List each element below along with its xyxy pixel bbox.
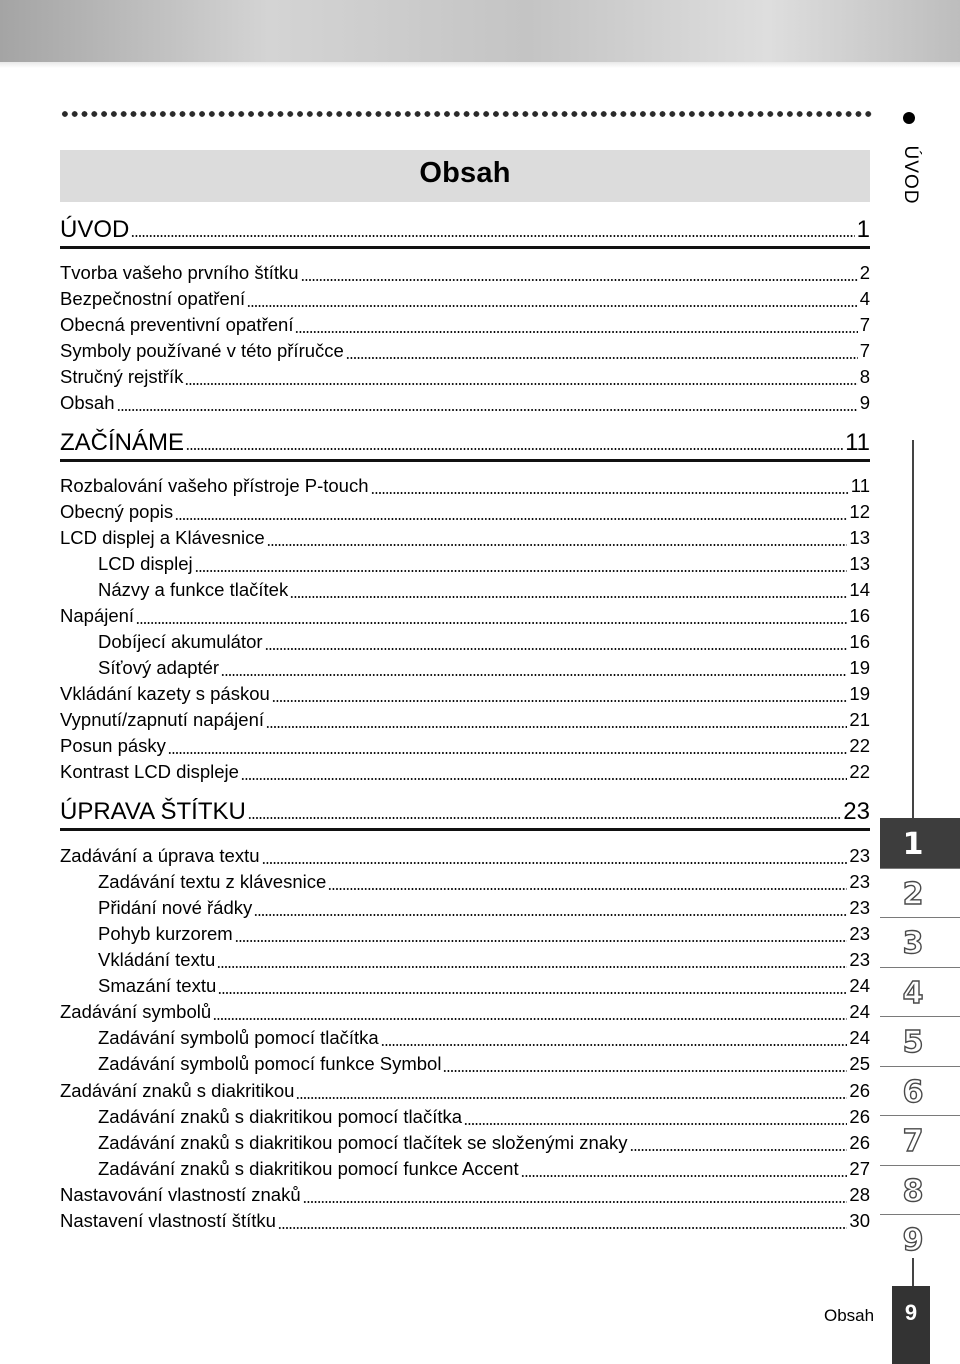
toc-dot-leader — [303, 1200, 848, 1204]
toc-entry-row[interactable] — [60, 605, 870, 629]
toc-page-number: 11 — [850, 475, 870, 496]
toc-entry-label: Obsah — [60, 392, 115, 413]
toc-dot-leader — [195, 569, 848, 573]
toc-entry-label: ZAČÍNÁME — [60, 429, 185, 456]
toc-entry-label: Obecná preventivní opatření — [60, 314, 294, 335]
toc-dot-leader — [272, 699, 848, 703]
chapter-tab-5[interactable] — [880, 1016, 960, 1066]
toc-dot-leader — [117, 408, 858, 412]
toc-entry-row[interactable] — [60, 340, 870, 364]
toc-entry-row[interactable] — [60, 871, 870, 895]
toc-dot-leader — [328, 887, 847, 891]
toc-page-number: 21 — [849, 709, 870, 730]
toc-entry-row[interactable] — [60, 1184, 870, 1208]
toc-entry-row[interactable] — [60, 1106, 870, 1130]
page-number: 9 — [904, 1300, 918, 1325]
side-vertical-rule — [912, 440, 914, 818]
toc-entry-row[interactable] — [60, 288, 870, 312]
dotted-divider — [60, 110, 872, 118]
toc-entry-row[interactable] — [60, 1080, 870, 1104]
toc-entry-label: Tvorba vašeho prvního štítku — [60, 262, 299, 283]
toc-entry-row[interactable] — [60, 314, 870, 338]
toc-entry-row[interactable] — [60, 975, 870, 999]
toc-page-number: 19 — [849, 683, 870, 704]
toc-entry-label: Pohyb kurzorem — [98, 923, 233, 944]
chapter-tab-7[interactable] — [880, 1115, 960, 1165]
toc-entry-label: Zadávání a úprava textu — [60, 845, 260, 866]
toc-entry-label: Kontrast LCD displeje — [60, 761, 239, 782]
toc-entry-label: Zadávání symbolů — [60, 1001, 212, 1022]
toc-dot-leader — [346, 356, 858, 360]
toc-entry-row[interactable] — [60, 1001, 870, 1025]
toc-page-number: 16 — [849, 631, 870, 652]
toc-dot-leader — [371, 491, 849, 495]
toc-page-number: 19 — [849, 657, 870, 678]
chapter-tab-2[interactable] — [880, 868, 960, 918]
toc-entry-label: LCD displej a Klávesnice — [60, 527, 265, 548]
toc-entry-label: Zadávání znaků s diakritikou pomocí tlačítka — [98, 1106, 463, 1127]
side-section-label — [898, 112, 922, 222]
toc-entry-label: Vypnutí/zapnutí napájení — [60, 709, 264, 730]
toc-dot-leader — [254, 913, 847, 917]
toc-entry-label: Symboly používané v této příručce — [60, 340, 344, 361]
toc-page-number: 7 — [859, 314, 870, 335]
toc-entry-row[interactable] — [60, 709, 870, 733]
toc-page-number: 9 — [859, 392, 870, 413]
toc-page-number: 16 — [849, 605, 870, 626]
toc-dot-leader — [221, 673, 847, 677]
chapter-tab-1[interactable] — [880, 818, 960, 868]
toc-page-number: 1 — [856, 216, 870, 243]
chapter-tab-3[interactable] — [880, 917, 960, 967]
toc-entry-label: LCD displej — [98, 553, 193, 574]
toc-page-number: 7 — [859, 340, 870, 361]
toc-page-number: 23 — [849, 871, 870, 892]
page-number-box — [892, 1286, 930, 1364]
toc-entry-label: Zadávání symbolů pomocí funkce Symbol — [98, 1053, 442, 1074]
toc-page-number: 27 — [849, 1158, 870, 1179]
toc-dot-leader — [381, 1043, 848, 1047]
toc-entry-row[interactable] — [60, 579, 870, 603]
toc-dot-leader — [464, 1122, 847, 1126]
toc-dot-leader — [278, 1226, 847, 1230]
toc-entry-label: Zadávání znaků s diakritikou pomocí tlačítek se složenými znaky — [98, 1132, 628, 1153]
toc-entry-row[interactable] — [60, 392, 870, 416]
toc-entry-row[interactable] — [60, 949, 870, 973]
toc-entry-label: Zadávání symbolů pomocí tlačítka — [98, 1027, 379, 1048]
chapter-tab-number: 5 — [902, 1025, 924, 1060]
section-rule — [60, 246, 870, 249]
toc-dot-leader — [186, 447, 843, 451]
chapter-tab-4[interactable] — [880, 967, 960, 1017]
chapter-tab-number: 2 — [902, 876, 924, 912]
chapter-tab-number: 6 — [902, 1074, 924, 1110]
toc-section-row[interactable] — [60, 216, 870, 244]
toc-entry-row[interactable] — [60, 1210, 870, 1234]
section-rule — [60, 828, 870, 831]
toc-dot-leader — [521, 1174, 848, 1178]
side-section-text: ÚVOD — [900, 145, 921, 205]
toc-dot-leader — [185, 382, 857, 386]
toc-dot-leader — [175, 517, 847, 521]
toc-section-row[interactable] — [60, 429, 870, 457]
chapter-tab-number: 3 — [902, 926, 924, 961]
toc-entry-row[interactable] — [60, 501, 870, 525]
toc-dot-leader — [443, 1069, 847, 1073]
toc-entry-row[interactable] — [60, 527, 870, 551]
toc-entry-row[interactable] — [60, 1027, 870, 1051]
toc-page-number: 24 — [849, 1027, 870, 1048]
footer-label: Obsah — [824, 1306, 875, 1325]
toc-dot-leader — [136, 621, 847, 625]
chapter-tab-9[interactable] — [880, 1214, 960, 1264]
toc-entry-label: Dobíjecí akumulátor — [98, 631, 263, 652]
toc-page-number: 23 — [843, 798, 870, 825]
toc-dot-leader — [241, 777, 848, 781]
toc-dot-leader — [267, 543, 848, 547]
toc-entry-row[interactable] — [60, 1132, 870, 1156]
toc-entry-label: Stručný rejstřík — [60, 366, 184, 387]
toc-page-number: 13 — [849, 553, 870, 574]
toc-page-number: 23 — [849, 923, 870, 944]
section-rule — [60, 459, 870, 462]
toc-entry-row[interactable] — [60, 366, 870, 390]
toc-page-number: 25 — [849, 1053, 870, 1074]
toc-page-number: 23 — [849, 845, 870, 866]
toc-page-number: 4 — [859, 288, 870, 309]
toc-page-number: 12 — [849, 501, 870, 522]
chapter-tab-number: 9 — [902, 1223, 924, 1258]
toc-entry-row[interactable] — [60, 735, 870, 759]
toc-dot-leader — [265, 647, 848, 651]
toc-entry-label: Zadávání textu z klávesnice — [98, 871, 327, 892]
toc-entry-label: Nastavování vlastností znaků — [60, 1184, 301, 1205]
toc-entry-label: Názvy a funkce tlačítek — [98, 579, 289, 600]
toc-page-number: 23 — [849, 897, 870, 918]
toc-entry-label: ÚPRAVA ŠTÍTKU — [60, 798, 246, 825]
toc-entry-row[interactable] — [60, 553, 870, 577]
toc-page-number: 22 — [849, 761, 870, 782]
toc-dot-leader — [262, 861, 848, 865]
toc-dot-leader — [296, 1096, 847, 1100]
toc-page-number: 26 — [849, 1080, 870, 1101]
toc-entry-label: Vkládání kazety s páskou — [60, 683, 270, 704]
toc-dot-leader — [235, 939, 848, 943]
bullet-icon — [903, 112, 915, 124]
chapter-tab-number: 8 — [902, 1173, 924, 1209]
toc-section-row[interactable] — [60, 798, 870, 826]
toc-entry-label: Bezpečnostní opatření — [60, 288, 246, 309]
toc-dot-leader — [266, 725, 847, 729]
toc-dot-leader — [248, 816, 841, 820]
toc-entry-label: Zadávání znaků s diakritikou pomocí funkce Accent — [98, 1158, 519, 1179]
toc-entry-row[interactable] — [60, 923, 870, 947]
toc-page-number: 30 — [849, 1210, 870, 1231]
header-band-shadow — [0, 62, 960, 68]
toc-page-number: 28 — [849, 1184, 870, 1205]
toc-page-number: 24 — [849, 975, 870, 996]
toc-entry-row[interactable] — [60, 475, 870, 499]
toc-entry-row[interactable] — [60, 1158, 870, 1182]
toc-page-number: 14 — [849, 579, 870, 600]
toc-dot-leader — [301, 278, 858, 282]
toc-entry-row[interactable] — [60, 761, 870, 785]
toc-entry-row[interactable] — [60, 657, 870, 681]
toc-entry-label: Posun pásky — [60, 735, 166, 756]
toc-page-number: 26 — [849, 1132, 870, 1153]
toc-page-number: 2 — [859, 262, 870, 283]
toc-entry-label: Obecný popis — [60, 501, 174, 522]
header-band — [0, 0, 960, 62]
toc-entry-label: Zadávání znaků s diakritikou — [60, 1080, 295, 1101]
toc-entry-label: Rozbalování vašeho přístroje P-touch — [60, 475, 369, 496]
toc-page-number: 11 — [845, 429, 870, 456]
toc-dot-leader — [290, 595, 847, 599]
toc-entry-row[interactable] — [60, 631, 870, 655]
chapter-tab-6[interactable] — [880, 1066, 960, 1116]
toc-entry-label: Nastavení vlastností štítku — [60, 1210, 276, 1231]
toc-page-number: 8 — [859, 366, 870, 387]
toc-entry-label: Přidání nové řádky — [98, 897, 253, 918]
toc-dot-leader — [630, 1148, 848, 1152]
toc-dot-leader — [218, 991, 847, 995]
toc-entry-label: Smazání textu — [98, 975, 217, 996]
toc-dot-leader — [295, 330, 857, 334]
toc-page-number: 26 — [849, 1106, 870, 1127]
chapter-tab-number: 7 — [902, 1124, 924, 1159]
toc-dot-leader — [213, 1017, 847, 1021]
toc-dot-leader — [168, 751, 847, 755]
toc-entry-label: Napájení — [60, 605, 135, 626]
toc-dot-leader — [217, 965, 847, 969]
toc-entry-label: ÚVOD — [60, 216, 130, 243]
page-title: Obsah — [419, 157, 511, 189]
toc-entry-row[interactable] — [60, 683, 870, 707]
toc-entry-row[interactable] — [60, 262, 870, 286]
toc-entry-row[interactable] — [60, 897, 870, 921]
chapter-tab-number: 4 — [902, 975, 924, 1011]
toc-entry-label: Síťový adaptér — [98, 657, 220, 678]
title-box — [60, 150, 870, 202]
toc-page-number: 22 — [849, 735, 870, 756]
toc-page-number: 24 — [849, 1001, 870, 1022]
toc-dot-leader — [247, 304, 858, 308]
toc-entry-row[interactable] — [60, 1053, 870, 1077]
chapter-tab-number: 1 — [902, 827, 924, 862]
toc-entry-row[interactable] — [60, 845, 870, 869]
chapter-tab-8[interactable] — [880, 1165, 960, 1215]
toc-entry-label: Vkládání textu — [98, 949, 216, 970]
toc-page-number: 13 — [849, 527, 870, 548]
toc-dot-leader — [131, 234, 854, 238]
toc-page-number: 23 — [849, 949, 870, 970]
